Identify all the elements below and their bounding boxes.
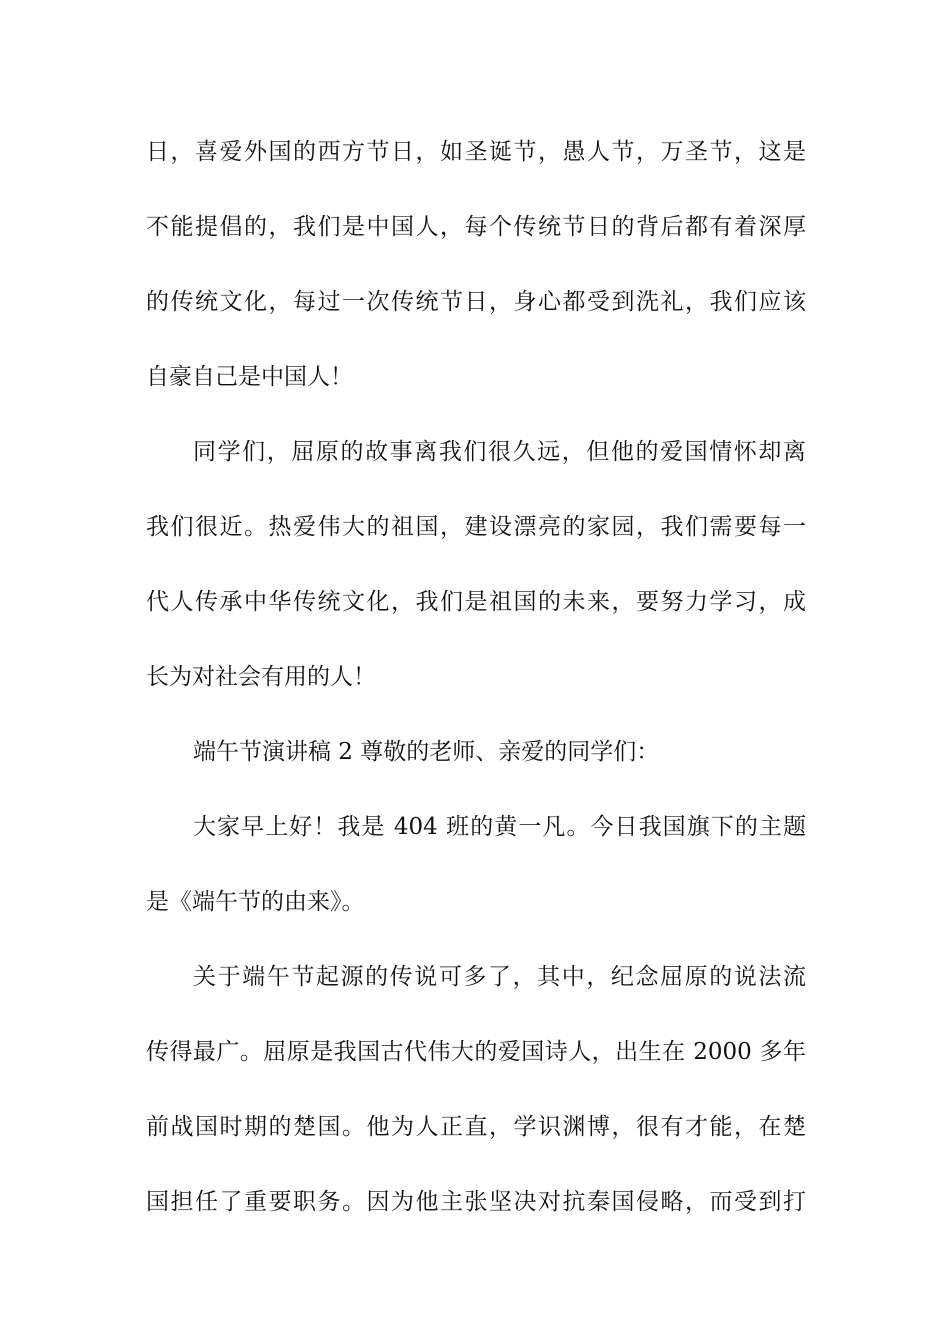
- text-line: 的传统文化，每过一次传统节日，身心都受到洗礼，我们应该: [146, 289, 806, 315]
- paragraph-first-line: 同学们，屈原的故事离我们很久远，但他的爱国情怀却离: [193, 439, 806, 465]
- text-line: 代人传承中华传统文化，我们是祖国的未来，要努力学习，成: [146, 589, 806, 615]
- text-line: 国担任了重要职务。因为他主张坚决对抗秦国侵略，而受到打: [146, 1189, 806, 1215]
- section-heading: 端午节演讲稿 2 尊敬的老师、亲爱的同学们：: [193, 739, 660, 765]
- text-line: 我们很近。热爱伟大的祖国，建设漂亮的家园，我们需要每一: [146, 514, 806, 540]
- text-line: 自豪自己是中国人！: [146, 364, 353, 390]
- text-line: 前战国时期的楚国。他为人正直，学识渊博，很有才能，在楚: [146, 1114, 806, 1140]
- text-line: 是《端午节的由来》。: [146, 889, 365, 915]
- paragraph-first-line: 关于端午节起源的传说可多了，其中，纪念屈原的说法流: [193, 964, 806, 990]
- text-line: 传得最广。屈原是我国古代伟大的爱国诗人，出生在 2000 多年: [146, 1039, 806, 1065]
- text-line: 不能提倡的，我们是中国人，每个传统节日的背后都有着深厚: [146, 214, 806, 240]
- paragraph-first-line: 大家早上好！我是 404 班的黄一凡。今日我国旗下的主题: [193, 814, 806, 840]
- text-line: 长为对社会有用的人！: [146, 664, 376, 690]
- text-line: 日，喜爱外国的西方节日，如圣诞节，愚人节，万圣节，这是: [146, 139, 806, 165]
